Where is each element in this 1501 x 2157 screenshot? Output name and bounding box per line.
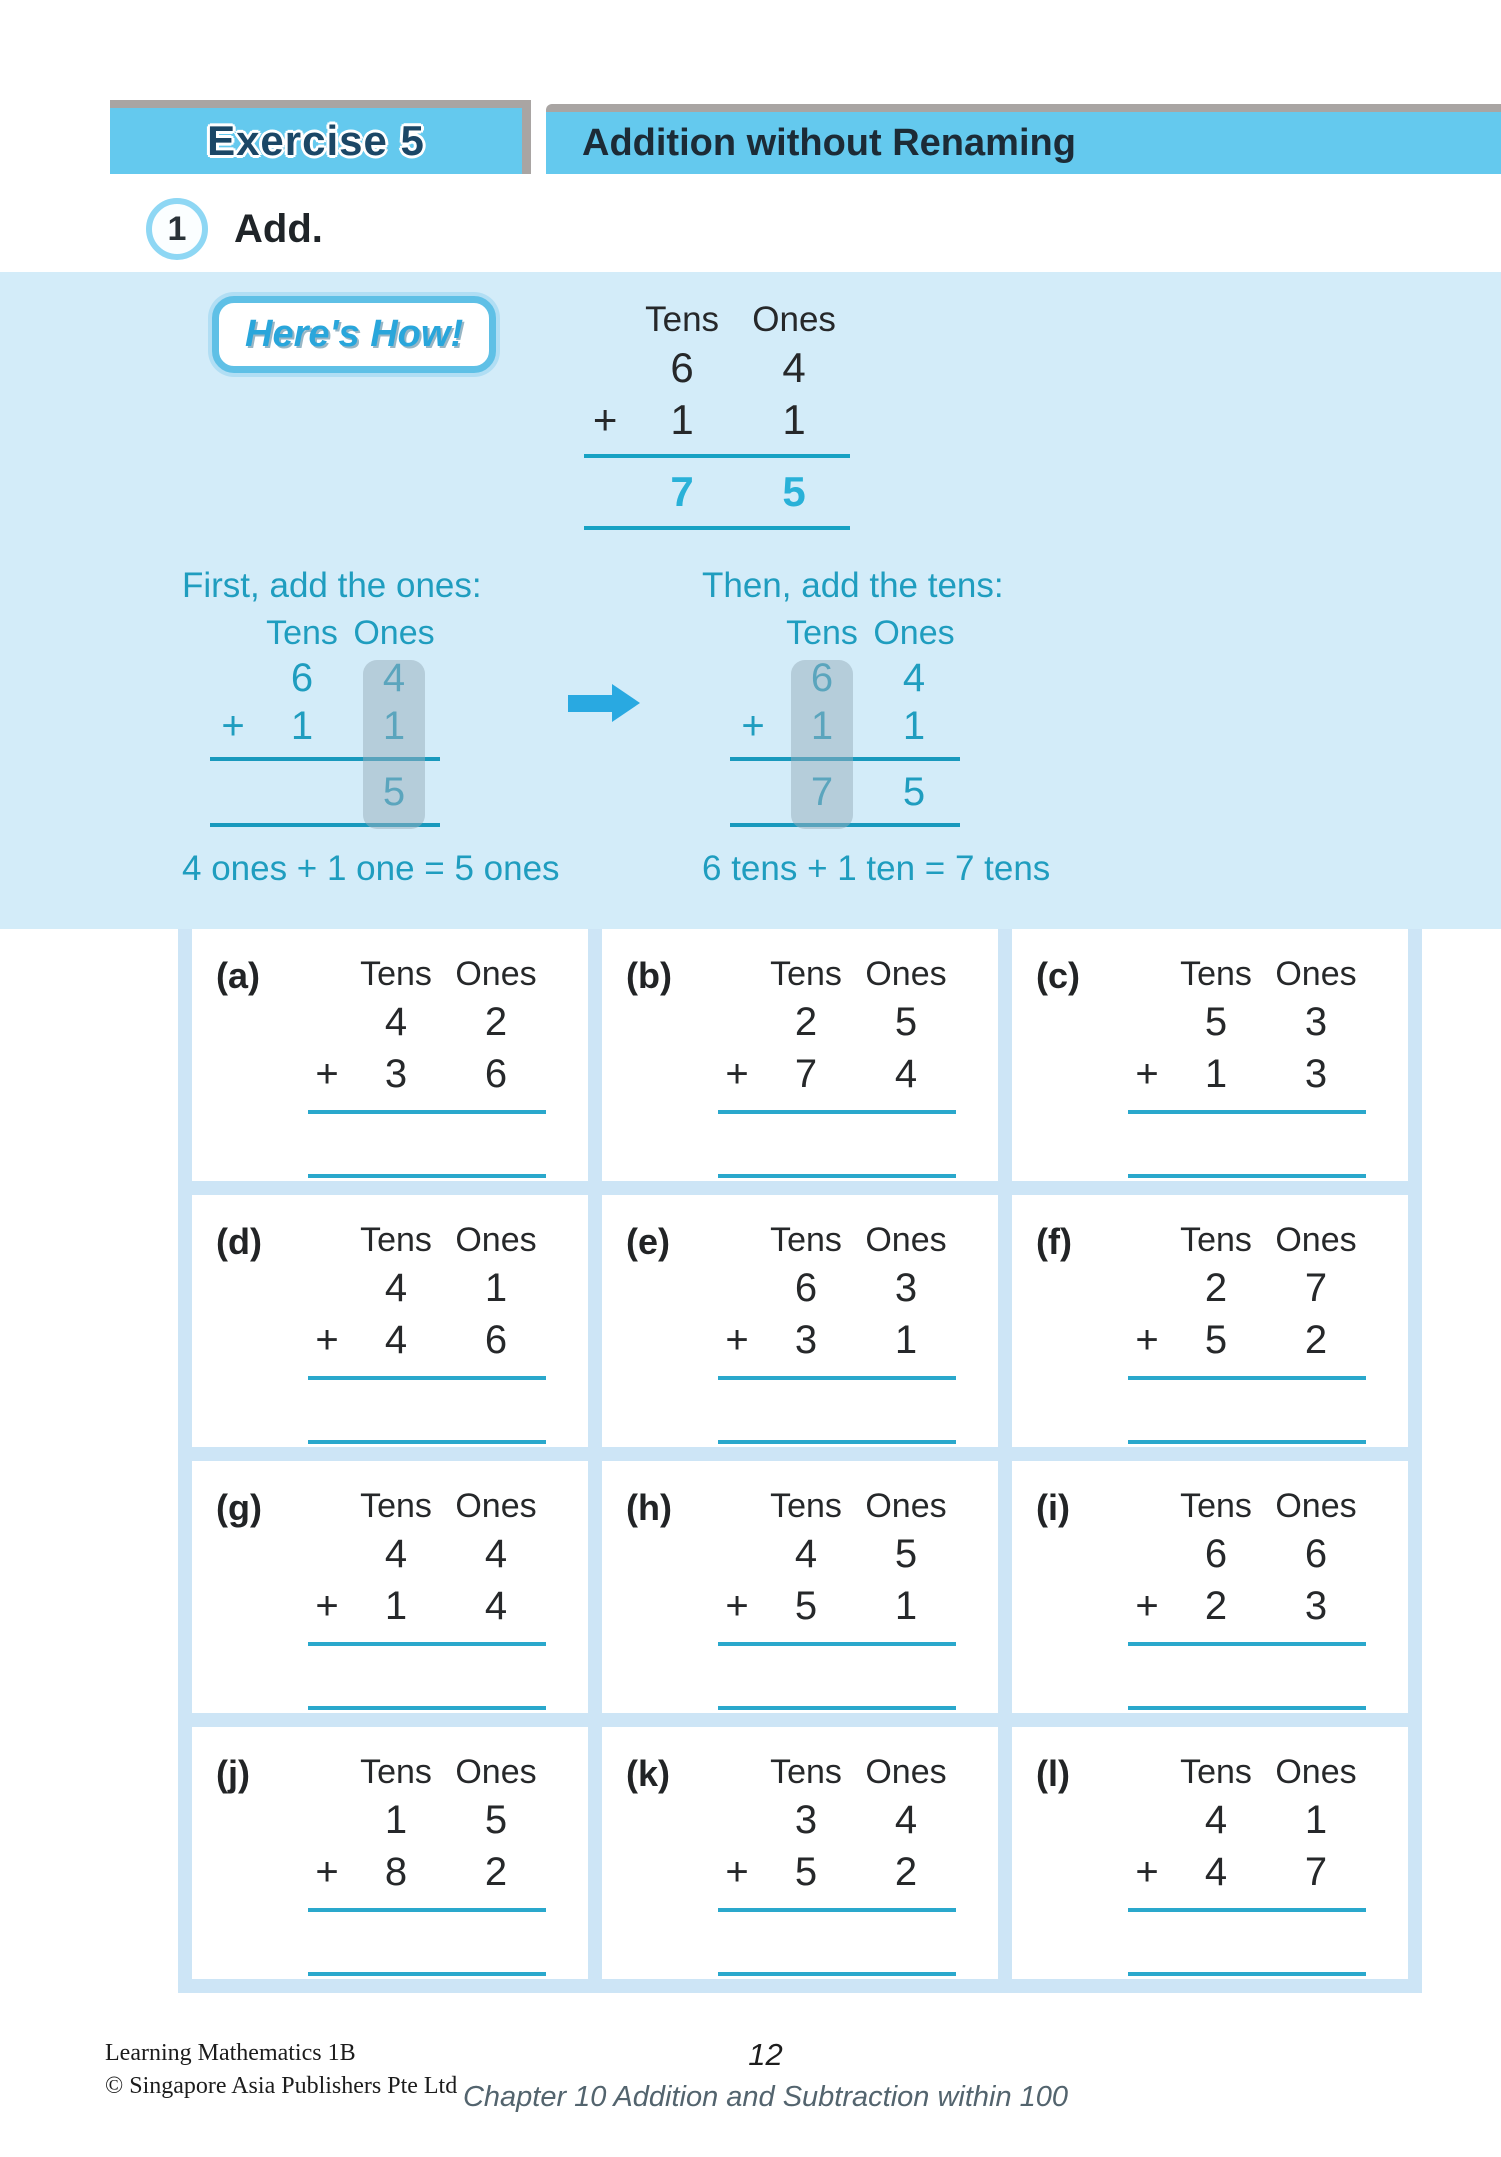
answer-line (1128, 1440, 1366, 1444)
tens-header: Tens (1180, 1753, 1252, 1791)
spacer (210, 769, 256, 815)
step-title: Then, add the tens: (702, 566, 1004, 605)
answer-line (308, 1706, 546, 1710)
chapter-title: Chapter 10 Addition and Subtraction within 100 (462, 2081, 1069, 2113)
problem-top-ones: 3 (894, 1266, 918, 1311)
problem-bottom-tens: 5 (794, 1849, 818, 1894)
plus-sign: + (315, 1583, 339, 1628)
spacer (718, 1487, 756, 1529)
tens-header: Tens (770, 1753, 842, 1791)
problem-sum (1128, 955, 1366, 1181)
answer-line (308, 1972, 546, 1976)
ones-header: Ones (1275, 1487, 1357, 1525)
tens-header: Tens (770, 1221, 842, 1259)
ones-header: Ones (865, 955, 947, 993)
plus-sign: + (725, 1849, 749, 1894)
problem-top-tens: 6 (1204, 1532, 1228, 1577)
problem-sum (718, 1753, 956, 1979)
problem-cell (192, 1461, 588, 1713)
spacer (210, 655, 256, 701)
problem-label: (l) (1036, 1753, 1070, 1794)
problem-bottom-tens: 4 (384, 1317, 408, 1362)
right-arrow-icon (568, 684, 640, 722)
answer-line (1128, 1642, 1366, 1646)
spacer (1128, 1221, 1166, 1263)
answer-line (1128, 1110, 1366, 1114)
plus-sign: + (1135, 1317, 1159, 1362)
spacer (584, 344, 626, 392)
tens-header: Tens (360, 1753, 432, 1791)
problem-cell (192, 929, 588, 1181)
problem-bottom-ones: 6 (484, 1317, 508, 1362)
problem-top-ones: 1 (484, 1266, 508, 1311)
sum-line (584, 454, 850, 458)
tens-header: Tens (770, 1487, 842, 1525)
spacer (308, 1487, 346, 1529)
ones-header: Ones (752, 300, 836, 339)
spacer (718, 1221, 756, 1263)
problem-bottom-ones: 1 (894, 1317, 918, 1362)
problem-label: (g) (216, 1487, 262, 1528)
heres-how-top-row (212, 296, 1501, 536)
spacer (730, 769, 776, 815)
example-sum-tens: 7 (670, 468, 694, 515)
answer-line (1128, 1908, 1366, 1912)
ones-column-highlight (363, 660, 425, 829)
example-sum-ones: 5 (782, 468, 806, 515)
spacer (308, 955, 346, 997)
problem-bottom-ones: 6 (484, 1051, 508, 1096)
problem-bottom-tens: 4 (1204, 1849, 1228, 1894)
plus-sign: + (1135, 1849, 1159, 1894)
problem-cell (602, 929, 998, 1181)
problem-top-tens: 4 (384, 1266, 408, 1311)
spacer (308, 1753, 346, 1795)
problem-sum (1128, 1487, 1366, 1713)
spacer (210, 614, 256, 653)
problem-top-ones: 6 (1304, 1532, 1328, 1577)
answer-line (1128, 1706, 1366, 1710)
page-number: 12 (748, 2037, 783, 2072)
ones-header: Ones (1275, 1221, 1357, 1259)
spacer (718, 955, 756, 997)
problem-top-tens: 1 (384, 1798, 408, 1843)
problem-bottom-ones: 3 (1304, 1051, 1328, 1096)
problem-label: (f) (1036, 1221, 1072, 1262)
problem-top-ones: 4 (484, 1532, 508, 1577)
answer-line (718, 1376, 956, 1380)
problem-cell (1012, 1727, 1408, 1979)
ones-header: Ones (865, 1753, 947, 1791)
problem-cell (602, 1195, 998, 1447)
spacer (584, 300, 626, 340)
tens-header: Tens (1180, 955, 1252, 993)
step-bottom-ones: 1 (902, 704, 926, 748)
spacer (584, 468, 626, 516)
plus-sign: + (315, 1051, 339, 1096)
problem-top-ones: 5 (894, 1000, 918, 1045)
answer-line (718, 1110, 956, 1114)
problem-cell (1012, 1461, 1408, 1713)
ones-header: Ones (353, 614, 435, 652)
answer-line (718, 1440, 956, 1444)
step-top-ones: 4 (902, 656, 926, 700)
ones-header: Ones (865, 1221, 947, 1259)
problem-bottom-ones: 2 (894, 1849, 918, 1894)
problem-bottom-ones: 1 (894, 1583, 918, 1628)
problem-label: (d) (216, 1221, 262, 1262)
problem-top-tens: 4 (384, 1532, 408, 1577)
problem-bottom-ones: 2 (484, 1849, 508, 1894)
problem-label: (c) (1036, 955, 1080, 996)
page-header (0, 100, 1501, 174)
plus-sign: + (725, 1051, 749, 1096)
plus-sign: + (725, 1583, 749, 1628)
step-sum-tens (256, 769, 348, 815)
problem-top-tens: 5 (1204, 1000, 1228, 1045)
question-instruction: Add. (234, 206, 323, 251)
problem-bottom-ones: 3 (1304, 1583, 1328, 1628)
problem-top-tens: 2 (1204, 1266, 1228, 1311)
problem-sum (1128, 1221, 1366, 1447)
spacer (1128, 1487, 1166, 1529)
problem-sum (1128, 1753, 1366, 1979)
problem-top-tens: 6 (794, 1266, 818, 1311)
ones-header: Ones (865, 1487, 947, 1525)
step-add-tens (702, 566, 1050, 889)
spacer (308, 1265, 346, 1314)
spacer (308, 999, 346, 1048)
copyright: © Singapore Asia Publishers Pte Ltd (105, 2073, 458, 2099)
problem-label: (b) (626, 955, 672, 996)
problem-sum (718, 955, 956, 1181)
step-add-ones (182, 566, 560, 889)
spacer (730, 655, 776, 701)
worked-example (584, 300, 850, 536)
plus-sign: + (1135, 1583, 1159, 1628)
spacer (730, 614, 776, 653)
problem-top-ones: 2 (484, 1000, 508, 1045)
problem-label: (k) (626, 1753, 670, 1794)
step-sum-ones: 5 (902, 770, 926, 814)
problem-top-tens: 4 (794, 1532, 818, 1577)
ones-header: Ones (1275, 1753, 1357, 1791)
problem-bottom-tens: 7 (794, 1051, 818, 1096)
instruction-row (146, 198, 1501, 260)
ones-header: Ones (455, 1753, 537, 1791)
problem-top-ones: 5 (484, 1798, 508, 1843)
ones-header: Ones (1275, 955, 1357, 993)
answer-line (718, 1642, 956, 1646)
tens-header: Tens (770, 955, 842, 993)
problem-cell (1012, 929, 1408, 1181)
problem-top-ones: 5 (894, 1532, 918, 1577)
problem-label: (i) (1036, 1487, 1070, 1528)
spacer (1128, 1265, 1166, 1314)
problem-sum (308, 1487, 546, 1713)
problem-sum (718, 1487, 956, 1713)
problem-bottom-ones: 4 (484, 1583, 508, 1628)
problem-label: (j) (216, 1753, 250, 1794)
answer-line (1128, 1174, 1366, 1178)
problems-grid (178, 929, 1422, 1993)
answer-line (1128, 1376, 1366, 1380)
book-title: Learning Mathematics 1B (105, 2040, 356, 2066)
plus-sign: + (741, 704, 765, 748)
answer-line (718, 1706, 956, 1710)
spacer (718, 999, 756, 1048)
problem-label: (e) (626, 1221, 670, 1262)
problem-bottom-ones: 7 (1304, 1849, 1328, 1894)
page-title: Addition without Renaming (582, 121, 1076, 164)
answer-line (308, 1174, 546, 1178)
problem-sum (308, 955, 546, 1181)
problem-bottom-tens: 8 (384, 1849, 408, 1894)
spacer (718, 1797, 756, 1846)
plus-sign: + (592, 396, 618, 443)
spacer (1128, 999, 1166, 1048)
sum-line (584, 526, 850, 530)
step-caption: 4 ones + 1 one = 5 ones (182, 849, 560, 888)
tens-header: Tens (266, 614, 338, 652)
question-number: 1 (167, 209, 187, 248)
problem-top-tens: 4 (384, 1000, 408, 1045)
exercise-badge (110, 100, 531, 174)
problem-cell (192, 1195, 588, 1447)
problem-cell (602, 1727, 998, 1979)
tens-header: Tens (786, 614, 858, 652)
problem-label: (h) (626, 1487, 672, 1528)
problem-bottom-tens: 5 (1204, 1317, 1228, 1362)
heres-how-badge-label: Here's How! (245, 313, 464, 355)
problem-cell (602, 1461, 998, 1713)
ones-header: Ones (455, 1487, 537, 1525)
problem-bottom-tens: 5 (794, 1583, 818, 1628)
ones-header: Ones (455, 955, 537, 993)
spacer (1128, 1753, 1166, 1795)
step-top-tens: 6 (290, 656, 314, 700)
example-bottom-tens: 1 (670, 396, 694, 443)
heres-how-panel (0, 272, 1501, 929)
problem-top-tens: 4 (1204, 1798, 1228, 1843)
problem-bottom-tens: 1 (1204, 1051, 1228, 1096)
answer-line (308, 1110, 546, 1114)
answer-line (308, 1908, 546, 1912)
spacer (1128, 1797, 1166, 1846)
problem-top-tens: 2 (794, 1000, 818, 1045)
problem-cell (192, 1727, 588, 1979)
tens-header: Tens (1180, 1221, 1252, 1259)
example-top-ones: 4 (782, 344, 806, 391)
spacer (308, 1531, 346, 1580)
problem-label: (a) (216, 955, 260, 996)
spacer (718, 1265, 756, 1314)
problem-bottom-tens: 3 (384, 1051, 408, 1096)
problem-bottom-ones: 4 (894, 1051, 918, 1096)
exercise-badge-label: Exercise 5 (207, 117, 425, 164)
answer-line (1128, 1972, 1366, 1976)
spacer (308, 1797, 346, 1846)
answer-line (718, 1174, 956, 1178)
step-bottom-tens: 1 (290, 704, 314, 748)
page-footer (0, 2037, 1501, 2157)
problem-top-ones: 7 (1304, 1266, 1328, 1311)
example-bottom-ones: 1 (782, 396, 806, 443)
problem-bottom-tens: 1 (384, 1583, 408, 1628)
answer-line (308, 1642, 546, 1646)
problem-bottom-tens: 2 (1204, 1583, 1228, 1628)
plus-sign: + (315, 1317, 339, 1362)
question-number-badge (146, 198, 208, 260)
ones-header: Ones (455, 1221, 537, 1259)
step-title: First, add the ones: (182, 566, 482, 605)
problem-sum (308, 1221, 546, 1447)
answer-line (718, 1908, 956, 1912)
problem-bottom-tens: 3 (794, 1317, 818, 1362)
problem-top-ones: 4 (894, 1798, 918, 1843)
spacer (718, 1753, 756, 1795)
plus-sign: + (725, 1317, 749, 1362)
problem-sum (718, 1221, 956, 1447)
answer-line (308, 1376, 546, 1380)
step-caption: 6 tens + 1 ten = 7 tens (702, 849, 1051, 888)
ones-header: Ones (873, 614, 955, 652)
tens-header: Tens (360, 1221, 432, 1259)
problem-top-tens: 3 (794, 1798, 818, 1843)
tens-header: Tens (360, 955, 432, 993)
tens-header: Tens (360, 1487, 432, 1525)
title-bar (546, 104, 1501, 174)
heres-how-badge (212, 296, 496, 373)
answer-line (308, 1440, 546, 1444)
problem-sum (308, 1753, 546, 1979)
tens-header: Tens (645, 300, 720, 339)
spacer (718, 1531, 756, 1580)
heres-how-steps-row (182, 566, 1501, 889)
problem-top-ones: 1 (1304, 1798, 1328, 1843)
plus-sign: + (315, 1849, 339, 1894)
answer-line (718, 1972, 956, 1976)
problem-top-ones: 3 (1304, 1000, 1328, 1045)
example-top-tens: 6 (670, 344, 694, 391)
plus-sign: + (1135, 1051, 1159, 1096)
problem-bottom-ones: 2 (1304, 1317, 1328, 1362)
plus-sign: + (221, 704, 245, 748)
tens-column-highlight (791, 660, 853, 829)
spacer (308, 1221, 346, 1263)
problem-cell (1012, 1195, 1408, 1447)
spacer (1128, 955, 1166, 997)
tens-header: Tens (1180, 1487, 1252, 1525)
spacer (1128, 1531, 1166, 1580)
